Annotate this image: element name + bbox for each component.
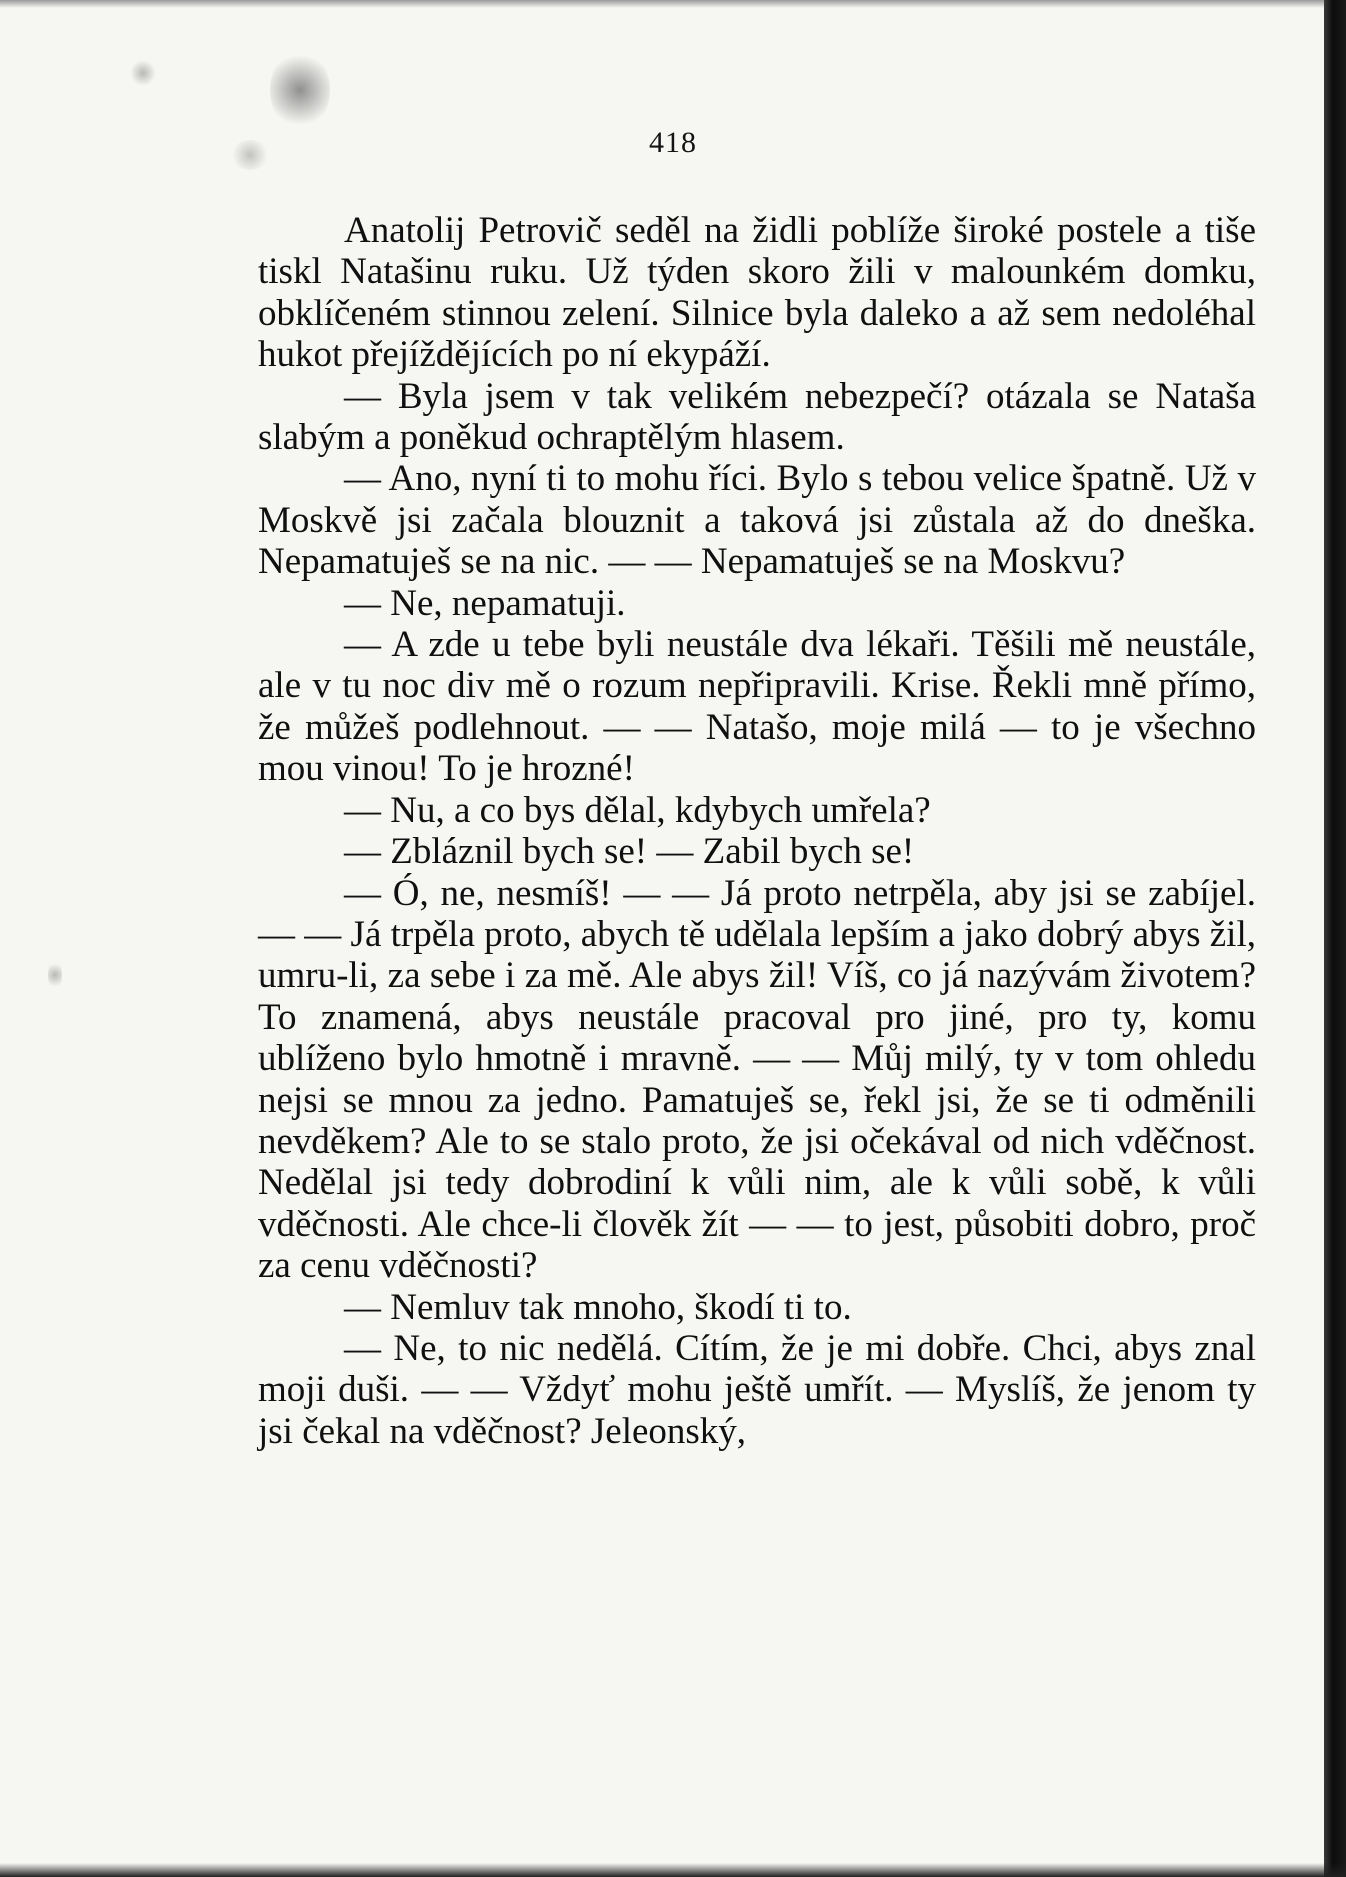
binding-shadow bbox=[1324, 0, 1346, 1877]
paragraph: — Nemluv tak mnoho, škodí ti to. bbox=[344, 1286, 852, 1328]
page-top-edge bbox=[0, 0, 1346, 8]
paragraph: — Ne, nepamatuji. bbox=[344, 582, 626, 624]
ink-smudge bbox=[48, 960, 62, 990]
page-number: 418 bbox=[649, 126, 697, 159]
paragraph: — Ó, ne, nesmíš! — — Já proto netrpěla, aby jsi se zabíjel. — — Já trpěla proto, abych tě udělala lepším a jako dobrý abys žil, umru-li, za sebe i za mě. Ale abys žil! Víš, co já nazývám životem? To znamená, abys neustále pracoval pro jiné, pro ty, komu ublíženo bylo hmotně i mravně. — — Můj milý, ty v tom ohledu nejsi se mnou za jedno. Pamatuješ se, řekl jsi, že se ti odměnili nevděkem? Ale to se stalo proto, že jsi očekával od nich vděčnost. Nedělal jsi tedy dobrodiní k vůli nim, ale k vůli sobě, k vůli vděčnosti. Ale chce-li člověk žít — — to jest, působiti dobro, proč za cenu vděčnosti? bbox=[258, 872, 1256, 1287]
paragraph: — Ne, to nic nedělá. Cítím, že je mi dobře. Chci, abys znal moji duši. — — Vždyť mohu ještě umřít. — Myslíš, že jenom ty jsi čekal na vděčnost? Jeleonský, bbox=[258, 1327, 1256, 1452]
paragraph: — Ano, nyní ti to mohu říci. Bylo s tebou velice špatně. Už v Moskvě jsi začala blouznit a taková jsi zůstala až do dneška. Nepamatuješ se na nic. — — Nepamatuješ se na Moskvu? bbox=[258, 458, 1256, 583]
body-text bbox=[258, 210, 1256, 1452]
paragraph: — Nu, a co bys dělal, kdybych umřela? bbox=[344, 789, 931, 831]
paragraph: — Zbláznil bych se! — Zabil bych se! bbox=[344, 831, 915, 873]
paragraph: — A zde u tebe byli neustále dva lékaři. Těšili mě neustále, ale v tu noc div mě o rozum nepřipravili. Krise. Řekli mně přímo, že můžeš podlehnout. — — Natašo, moje milá — to je všechno mou vinou! To je hrozné! bbox=[258, 624, 1256, 790]
paragraph: Anatolij Petrovič seděl na židli poblíže široké postele a tiše tiskl Natašinu ruku. Už týden skoro žili v malounkém domku, obklíčeném stinnou zelení. Silnice byla daleko a až sem nedoléhal hukot přejíždějících po ní ekypáží. bbox=[258, 210, 1256, 376]
page-bottom-edge bbox=[0, 1863, 1346, 1877]
paragraph: — Byla jsem v tak velikém nebezpečí? otázala se Nataša slabým a poněkud ochraptělým hlasem. bbox=[258, 375, 1256, 459]
ink-smudge bbox=[130, 60, 156, 86]
ink-smudge bbox=[270, 50, 330, 130]
